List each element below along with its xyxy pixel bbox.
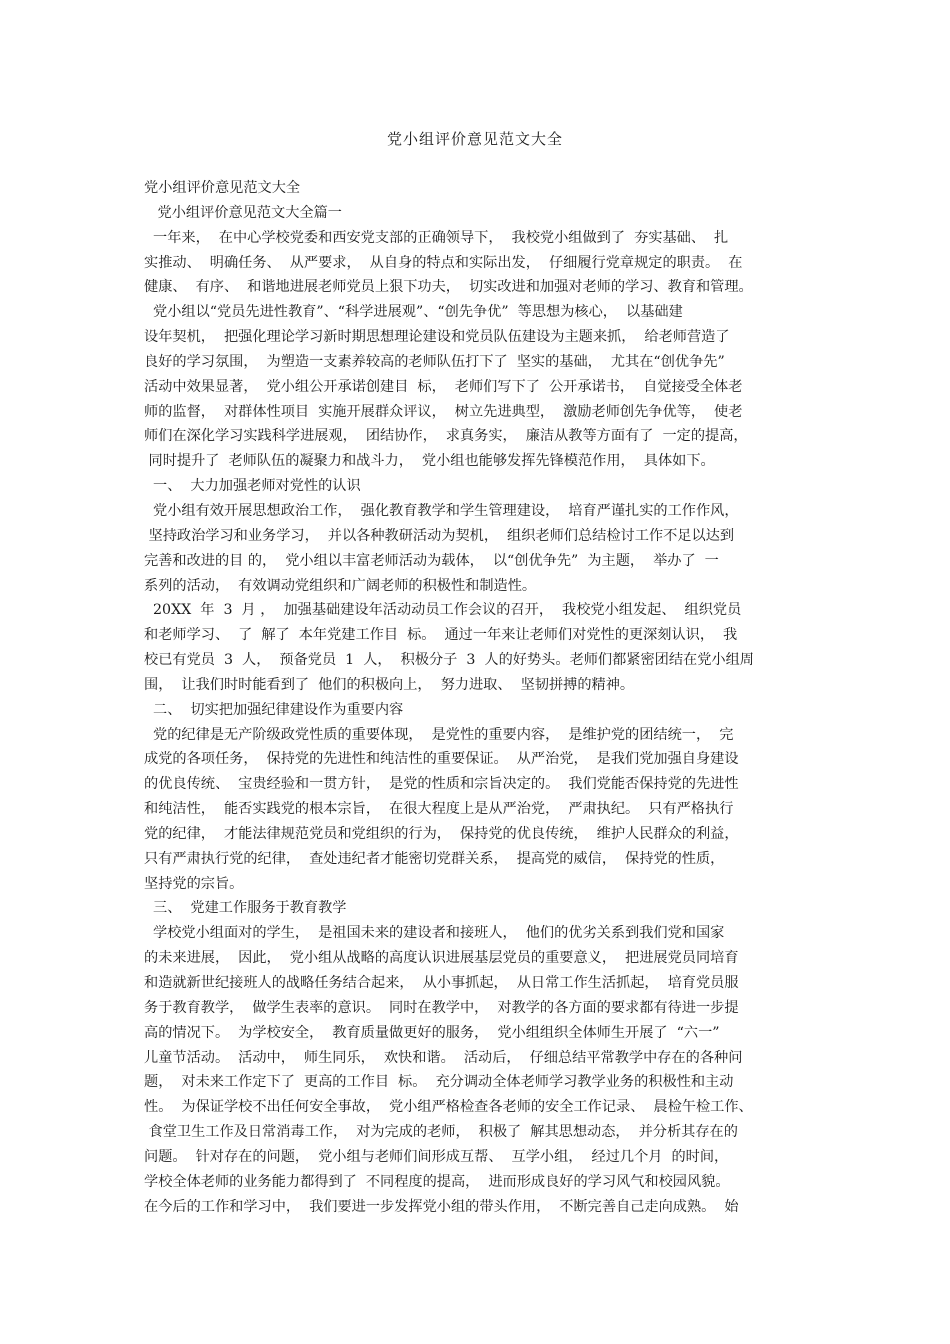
text-line: 学校全体老师的业务能力都得到了 不同程度的提高， 进而形成良好的学习风气和校园风貌。 (144, 1173, 730, 1190)
text-line: 系列的活动， 有效调动党组织和广阔老师的积极性和制造性。 (144, 577, 537, 594)
text-line: 坚持党的宗旨。 (144, 875, 244, 892)
document-body (144, 176, 816, 1219)
text-line: 实推动、 明确任务、 从严要求， 从自身的特点和实际出发， 仔细履行党章规定的职责。 在 (144, 254, 743, 271)
text-line: 儿童节活动。 活动中， 师生同乐， 欢快和谐。 活动后， 仔细总结平常教学中存在的各种问 (144, 1049, 743, 1066)
text-line: 健康、 有序、 和谐地进展老师党员上狠下功夫， 切实改进和加强对老师的学习、教育和管理。 (144, 279, 753, 296)
text-line: 师们在深化学习实践科学进展观， 团结协作， 求真务实， 廉洁从教等方面有了 一定的提高， (144, 428, 748, 445)
text-line: 党的纪律， 才能法律规范党员和党组织的行为， 保持党的优良传统， 维护人民群众的利益， (144, 825, 739, 842)
text-line: 党小组评价意见范文大全 (144, 180, 301, 196)
text-line: 成党的各项任务， 保持党的先进性和纯洁性的重要保证。 从严治党， 是我们党加强自身建设 (144, 751, 739, 768)
text-line: 只有严肃执行党的纪律， 查处违纪者才能密切党群关系， 提高党的威信， 保持党的性质， (144, 850, 725, 867)
text-line: 党的纪律是无产阶级政党性质的重要体现， 是党性的重要内容， 是维护党的团结统一， 完 (144, 726, 734, 743)
text-line: 问题。 针对存在的问题， 党小组与老师们间形成互帮、 互学小组， 经过几个月 的时间， (144, 1148, 729, 1165)
text-line: 题， 对未来工作定下了 更高的工作目 标。 充分调动全体老师学习教学业务的积极性和主动 (144, 1074, 734, 1091)
text-line: 同时提升了 老师队伍的凝聚力和战斗力， 党小组也能够发挥先锋模范作用， 具体如下。 (144, 453, 715, 470)
text-line: 党小组有效开展思想政治工作， 强化教育教学和学生管理建设， 培育严谨扎实的工作作风， (144, 502, 739, 519)
text-line: 师的监督， 对群体性项目 实施开展群众评议， 树立先进典型， 激励老师创先争优等， 使老 (144, 403, 743, 420)
text-line: 务于教育教学， 做学生表率的意识。 同时在教学中， 对教学的各方面的要求都有待进一步提 (144, 999, 739, 1016)
text-line: 党小组以“党员先进性教育”、“科学进展观”、“创先争优” 等思想为核心， 以基础建 (144, 304, 683, 321)
text-line: 校已有党员 3 人， 预备党员 1 人， 积极分子 3 人的好势头。老师们都紧密团结在党小组周 (144, 652, 754, 669)
text-line: 和造就新世纪接班人的战略任务结合起来， 从小事抓起， 从日常工作生活抓起， 培育党员服 (144, 975, 739, 991)
document-title: 党小组评价意见范文大全 (386, 130, 563, 148)
text-line: 在今后的工作和学习中， 我们要进一步发挥党小组的带头作用， 不断完善自己走向成熟。 始 (144, 1198, 739, 1215)
text-line: 设年契机， 把强化理论学习新时期思想理论建设和党员队伍建设为主题来抓， 给老师营造了 (144, 329, 730, 346)
text-line: 高的情况下。 为学校安全， 教育质量做更好的服务， 党小组组织全体师生开展了 “六一” (144, 1024, 720, 1041)
text-line: 的未来进展， 因此， 党小组从战略的高度认识进展基层党员的重要意义， 把进展党员同培育 (144, 950, 739, 967)
text-line: 的优良传统、 宝贵经验和一贯方针， 是党的性质和宗旨决定的。 我们党能否保持党的先进性 (144, 776, 739, 793)
text-line: 活动中效果显著， 党小组公开承诺创建目 标， 老师们写下了 公开承诺书， 自觉接受全体老 (144, 378, 743, 395)
text-line: 和纯洁性， 能否实践党的根本宗旨， 在很大程度上是从严治党， 严肃执纪。 只有严格执行 (144, 801, 734, 818)
text-line: 学校党小组面对的学生， 是祖国未来的建设者和接班人， 他们的优劣关系到我们党和国家 (144, 925, 725, 942)
text-line: 性。 为保证学校不出任何安全事故， 党小组严格检查各老师的安全工作记录、 晨检午检工作、 (144, 1099, 753, 1116)
text-line: 三、 党建工作服务于教育教学 (144, 900, 347, 917)
text-line: 完善和改进的目 的， 党小组以丰富老师活动为载体， 以“创优争先” 为主题， 举办了 一 (144, 552, 719, 569)
text-line: 围， 让我们时时能看到了 他们的积极向上， 努力进取、 坚韧拼搏的精神。 (144, 676, 635, 693)
text-line: 党小组评价意见范文大全篇一 (144, 204, 342, 221)
text-line: 二、 切实把加强纪律建设作为重要内容 (144, 701, 404, 718)
text-line: 20XX 年 3 月 ， 加强基础建设年活动动员工作会议的召开， 我校党小组发起、 组织党员 (144, 602, 742, 619)
text-line: 坚持政治学习和业务学习， 并以各种教研活动为契机， 组织老师们总结检讨工作不足以达到 (144, 527, 735, 544)
text-line: 良好的学习氛围， 为塑造一支素养较高的老师队伍打下了 坚实的基础， 尤其在“创优争先” (144, 353, 725, 370)
text-line: 和老师学习、 了 解了 本年党建工作目 标。 通过一年来让老师们对党性的更深刻认识， 我 (144, 627, 738, 644)
text-line: 一年来， 在中心学校党委和西安党支部的正确领导下， 我校党小组做到了 夯实基础、 扎 (144, 229, 729, 246)
text-line: 一、 大力加强老师对党性的认识 (144, 478, 361, 495)
text-line: 食堂卫生工作及日常消毒工作， 对为完成的老师， 积极了 解其思想动态， 并分析其存在的 (144, 1124, 738, 1141)
